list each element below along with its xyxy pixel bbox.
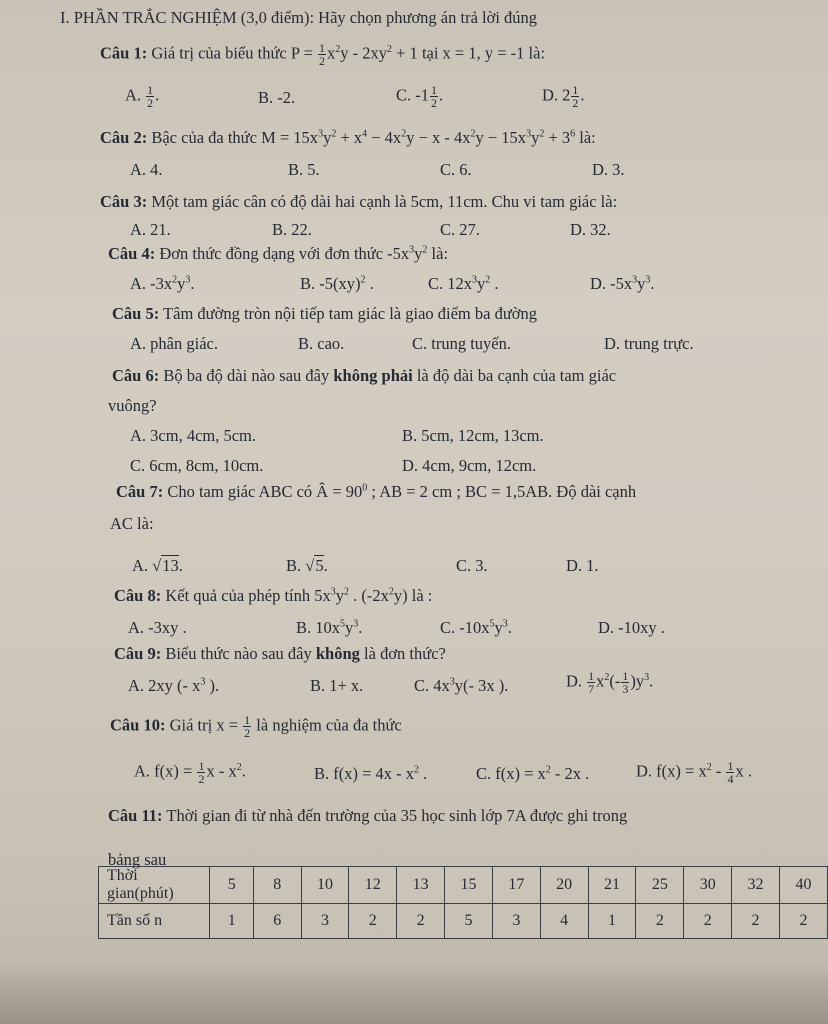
- q4-text: Đơn thức đồng dạng với đơn thức: [159, 244, 384, 263]
- q1-label: Câu 1:: [100, 43, 148, 63]
- q8-tail: là :: [411, 586, 433, 605]
- bottom-shadow: [0, 960, 828, 1024]
- q7-option-c[interactable]: C. 3.: [456, 556, 488, 575]
- q8-label: Câu 8:: [114, 586, 162, 605]
- table-cell: 21: [588, 867, 636, 904]
- q8-option-b[interactable]: B. $10x^5y^3$.: [296, 618, 363, 637]
- question-7: Câu 7: Cho tam giác ABC có Â = $90^0$ ; AB = 2 cm ; BC = 1,5AB. Độ dài cạnh: [116, 482, 637, 501]
- table-cell: 6: [254, 904, 301, 939]
- q10-option-d[interactable]: D. $f(x) = x^2$ - $\frac{1}{4}$ x .: [636, 759, 752, 786]
- table-cell: 8: [254, 867, 301, 904]
- table-cell: 2: [397, 904, 445, 939]
- q7-option-b[interactable]: B. √5.: [286, 556, 328, 575]
- q2-option-d[interactable]: D. 3.: [592, 160, 625, 179]
- q1-option-b[interactable]: B. -2.: [258, 88, 296, 107]
- table-cell: 5: [210, 867, 254, 904]
- q7-text: Cho tam giác ABC có: [167, 482, 313, 501]
- q1-text: Giá trị của biểu thức: [151, 43, 287, 63]
- q5-option-a[interactable]: A. phân giác.: [130, 334, 218, 353]
- table-cell: 40: [779, 867, 827, 904]
- table-cell: 2: [684, 904, 732, 939]
- q3-option-c[interactable]: C. 27.: [440, 220, 480, 239]
- q8-text: Kết quả của phép tính: [165, 586, 311, 605]
- table-cell: 13: [397, 867, 445, 904]
- question-2: Câu 2: Bậc của đa thức $M = 15x^3y^2 + x^4 - 4x^2y - x - 4x^2y - 15x^3y^2 + 3^6$ là:: [100, 128, 596, 147]
- table-cell: 5: [445, 904, 493, 939]
- table-cell: 25: [636, 867, 684, 904]
- q2-option-b[interactable]: B. 5.: [288, 160, 320, 179]
- q6-option-c[interactable]: C. 6cm, 8cm, 10cm.: [130, 456, 264, 475]
- table-cell: 32: [732, 867, 780, 904]
- q7-option-d[interactable]: D. 1.: [566, 556, 599, 575]
- question-11: [108, 806, 627, 826]
- q2-text: Bậc của đa thức: [151, 128, 257, 147]
- q10-label: Câu 10:: [110, 715, 166, 735]
- q3-label: Câu 3:: [100, 192, 148, 211]
- q7-label: Câu 7:: [116, 482, 164, 501]
- q6-option-d[interactable]: D. 4cm, 9cm, 12cm.: [402, 456, 537, 475]
- q10-option-c[interactable]: C. $f(x) = x^2 - 2x$ .: [476, 764, 590, 783]
- table-cell: 4: [540, 904, 588, 939]
- table-cell: 20: [540, 867, 588, 904]
- q2-option-c[interactable]: C. 6.: [440, 160, 472, 179]
- q8-option-c[interactable]: C. $-10x^5y^3$.: [440, 618, 512, 637]
- table-head-frequency: Tần số n: [99, 904, 210, 939]
- q11-label: Câu 11:: [108, 806, 163, 825]
- question-3: [100, 192, 617, 212]
- question-10: Câu 10: Giá trị x = $\frac{1}{2}$ là nghiệm của đa thức: [110, 713, 402, 740]
- frequency-table: [98, 866, 828, 939]
- q11-text2: bảng sau: [108, 850, 167, 869]
- table-cell: 2: [349, 904, 397, 939]
- q6-text2: là độ dài ba cạnh của tam giác: [416, 366, 617, 385]
- q3-option-b[interactable]: B. 22.: [272, 220, 312, 239]
- q6-bold: không phải: [333, 366, 413, 385]
- q1-tail: tại x = 1, y = -1 là:: [421, 43, 546, 63]
- q10-tail: là nghiệm của đa thức: [256, 715, 402, 735]
- table-cell: 17: [492, 867, 540, 904]
- q3-option-a[interactable]: A. 21.: [130, 220, 171, 239]
- question-1: Câu 1: Giá trị của biểu thức P = $\frac{1}{2}$ $x^2y - 2xy^2 + 1$ tại x = 1, y = -1 là:: [100, 41, 546, 68]
- table-cell: 30: [684, 867, 732, 904]
- table-cell: 2: [732, 904, 780, 939]
- q6-option-b[interactable]: B. 5cm, 12cm, 13cm.: [402, 426, 544, 445]
- q4-option-c[interactable]: C. $12x^3y^2$ .: [428, 274, 499, 293]
- q6-option-a[interactable]: A. 3cm, 4cm, 5cm.: [130, 426, 257, 445]
- q5-label: Câu 5:: [112, 304, 160, 323]
- q9-option-a[interactable]: A. 2xy (- $x^3$ ).: [128, 676, 220, 695]
- table-cell: 15: [445, 867, 493, 904]
- table-cell: 10: [301, 867, 349, 904]
- q10-option-b[interactable]: B. $f(x) = 4x - x^2$ .: [314, 764, 428, 783]
- q2-tail: là:: [579, 128, 596, 147]
- q4-option-b[interactable]: B. -5(xy)$^2$ .: [300, 274, 374, 293]
- q2-label: Câu 2:: [100, 128, 148, 147]
- q5-text: Tâm đường tròn nội tiếp tam giác là giao điểm ba đường: [163, 304, 538, 323]
- q9-text1: Biểu thức nào sau đây: [165, 644, 312, 663]
- table-cell: 2: [636, 904, 684, 939]
- q1-option-c[interactable]: C. -1 $\frac{1}{2}$ .: [396, 83, 444, 110]
- q6-text1: Bộ ba độ dài nào sau đây: [163, 366, 330, 385]
- q7-option-a[interactable]: A. √13.: [132, 556, 183, 575]
- q3-option-d[interactable]: D. 32.: [570, 220, 611, 239]
- table-row-frequency: [99, 904, 828, 939]
- q5-option-b[interactable]: B. cao.: [298, 334, 345, 353]
- question-9: [114, 644, 446, 664]
- table-row-time: [99, 867, 828, 904]
- q11-text: Thời gian đi từ nhà đến trường của 35 học sinh lớp 7A được ghi trong: [166, 806, 628, 825]
- q8-option-a[interactable]: A. -3xy .: [128, 618, 187, 637]
- q5-option-d[interactable]: D. trung trực.: [604, 334, 694, 353]
- table-cell: 1: [210, 904, 254, 939]
- question-5: [112, 304, 537, 324]
- q4-tail: là:: [431, 244, 449, 263]
- q4-label: Câu 4:: [108, 244, 156, 263]
- question-4: Câu 4: Đơn thức đồng dạng với đơn thức $-5x^3y^2$ là:: [108, 244, 449, 263]
- q1-option-a[interactable]: A. $\frac{1}{2}$ .: [125, 83, 160, 110]
- q6-text3: vuông?: [108, 396, 157, 415]
- q5-option-c[interactable]: C. trung tuyến.: [412, 334, 511, 353]
- q4-option-a[interactable]: A. $-3x^2y^3$.: [130, 274, 195, 293]
- q10-option-a[interactable]: A. f(x) = $\frac{1}{2}$ x - $x^2$.: [134, 759, 246, 786]
- q9-bold: không: [315, 644, 360, 663]
- q6-label: Câu 6:: [112, 366, 160, 385]
- table-head-time: Thời gian(phút): [99, 867, 210, 904]
- q10-text: Giá trị: [169, 715, 213, 735]
- q9-label: Câu 9:: [114, 644, 162, 663]
- table-cell: 12: [349, 867, 397, 904]
- q8-option-d[interactable]: D. -10xy .: [598, 618, 665, 637]
- table-cell: 2: [779, 904, 827, 939]
- question-6: [112, 366, 616, 386]
- q2-option-a[interactable]: A. 4.: [130, 160, 163, 179]
- q7-tail: ; AB = 2 cm ; BC = 1,5AB. Độ dài cạnh: [371, 482, 637, 501]
- table-cell: 1: [588, 904, 636, 939]
- question-8: Câu 8: Kết quả của phép tính $5x^3y^2$ . $(-2x^2y)$ là :: [114, 586, 433, 605]
- q4-option-d[interactable]: D. $-5x^3y^3$.: [590, 274, 655, 293]
- q9-option-d[interactable]: D. $\frac{1}{7}$ $x^2(-$ $\frac{1}{3}$ )$y^3$.: [566, 669, 654, 696]
- q3-text: Một tam giác cân có độ dài hai cạnh là 5cm, 11cm. Chu vi tam giác là:: [151, 192, 618, 211]
- q1-option-d[interactable]: D. 2 $\frac{1}{2}$ .: [542, 83, 585, 110]
- table-cell: 3: [492, 904, 540, 939]
- table-cell: 3: [301, 904, 349, 939]
- q9-option-b[interactable]: B. 1+ x.: [310, 676, 364, 695]
- q7-text2: AC là:: [110, 514, 154, 533]
- section-header: I. PHẦN TRẮC NGHIỆM (3,0 điểm): Hãy chọn phương án trả lời đúng: [60, 8, 538, 27]
- q9-text2: là đơn thức?: [364, 644, 446, 663]
- q9-option-c[interactable]: C. $4x^3y(-$ 3x ).: [414, 676, 509, 695]
